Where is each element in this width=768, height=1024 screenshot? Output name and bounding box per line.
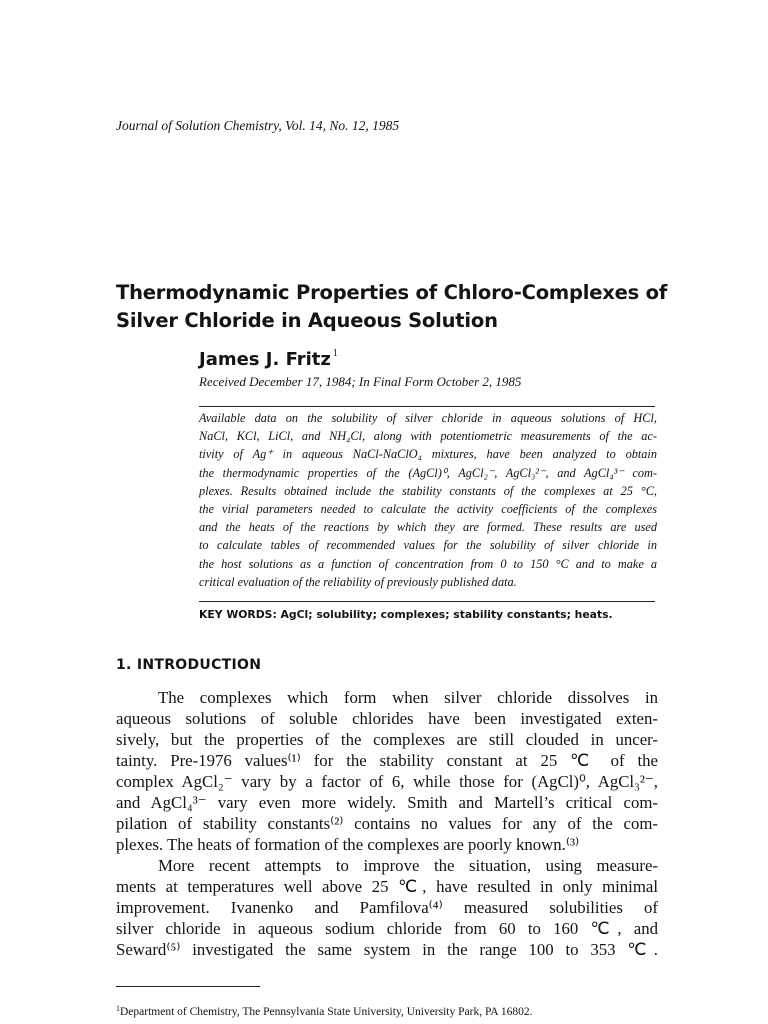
body-line: plexes. The heats of formation of the complexes are poorly known.⁽³⁾ bbox=[116, 835, 580, 854]
introduction-body bbox=[116, 687, 658, 960]
body-line: sively, but the properties of the complexes are still clouded in uncer- bbox=[116, 730, 658, 749]
body-line: The complexes which form when silver chloride dissolves in bbox=[158, 688, 658, 707]
abstract-line: and the heats of the reactions by which they are formed. These results are used bbox=[199, 520, 657, 535]
footnote bbox=[116, 1004, 532, 1018]
abstract-line: the thermodynamic properties of the (AgCl)⁰, AgCl₂⁻, AgCl₃²⁻, and AgCl₄³⁻ com- bbox=[199, 465, 657, 480]
abstract bbox=[199, 409, 657, 591]
body-line: tainty. Pre-1976 values⁽¹⁾ for the stability constant at 25 ℃ of the bbox=[116, 751, 658, 770]
abstract-line: tivity of Ag⁺ in aqueous NaCl-NaClO₄ mixtures, have been analyzed to obtain bbox=[199, 447, 657, 462]
abstract-line: to calculate tables of recommended values for the solubility of silver chloride in bbox=[199, 538, 657, 553]
body-line: aqueous solutions of soluble chlorides have been investigated exten- bbox=[116, 709, 658, 728]
body-line: complex AgCl₂⁻ vary by a factor of 6, while those for (AgCl)⁰, AgCl₃²⁻, bbox=[116, 772, 658, 791]
article-title-line: Thermodynamic Properties of Chloro-Complexes of bbox=[116, 281, 668, 304]
body-line: ments at temperatures well above 25 ℃, have resulted in only minimal bbox=[116, 877, 658, 896]
section-heading: 1. INTRODUCTION bbox=[116, 657, 262, 673]
journal-citation: Journal of Solution Chemistry, Vol. 14, No. 12, 1985 bbox=[116, 118, 400, 133]
abstract-line: plexes. Results obtained include the stability constants of the complexes at 25 °C, bbox=[199, 483, 657, 498]
keywords: KEY WORDS: AgCl; solubility; complexes; stability constants; heats. bbox=[199, 608, 613, 621]
footnote-marker: 1 bbox=[116, 1004, 120, 1013]
article-title-line: Silver Chloride in Aqueous Solution bbox=[116, 309, 498, 332]
received-dates: Received December 17, 1984; In Final Form October 2, 1985 bbox=[199, 374, 522, 389]
body-line: pilation of stability constants⁽²⁾ contains no values for any of the com- bbox=[116, 814, 658, 833]
abstract-line: Available data on the solubility of silver chloride in aqueous solutions of HCl, bbox=[199, 411, 657, 425]
footnote-rule bbox=[116, 986, 260, 987]
abstract-line: critical evaluation of the reliability of previously published data. bbox=[199, 574, 517, 589]
article-title bbox=[116, 279, 676, 335]
author-name bbox=[199, 348, 338, 370]
author-name-text: James J. Fritz bbox=[199, 349, 331, 370]
body-line: and AgCl₄³⁻ vary even more widely. Smith and Martell’s critical com- bbox=[116, 793, 658, 812]
body-line: Seward⁽⁵⁾ investigated the same system in the range 100 to 353 ℃. bbox=[116, 940, 658, 959]
abstract-line: the virial parameters needed to calculate the activity coefficients of the complexes bbox=[199, 502, 657, 517]
body-line: More recent attempts to improve the situation, using measure- bbox=[158, 856, 658, 875]
author-footnote-marker: 1 bbox=[332, 348, 338, 359]
abstract-top-rule bbox=[199, 406, 655, 407]
body-line: silver chloride in aqueous sodium chloride from 60 to 160 ℃, and bbox=[116, 919, 658, 938]
body-line: improvement. Ivanenko and Pamfilova⁽⁴⁾ measured solubilities of bbox=[116, 898, 658, 917]
abstract-line: the host solutions as a function of concentration from 0 to 150 °C and to make a bbox=[199, 556, 657, 571]
footnote-text: Department of Chemistry, The Pennsylvania State University, University Park, PA 16802. bbox=[120, 1006, 533, 1018]
abstract-line: NaCl, KCl, LiCl, and NH₄Cl, along with potentiometric measurements of the ac- bbox=[199, 429, 657, 444]
abstract-bottom-rule bbox=[199, 601, 655, 602]
